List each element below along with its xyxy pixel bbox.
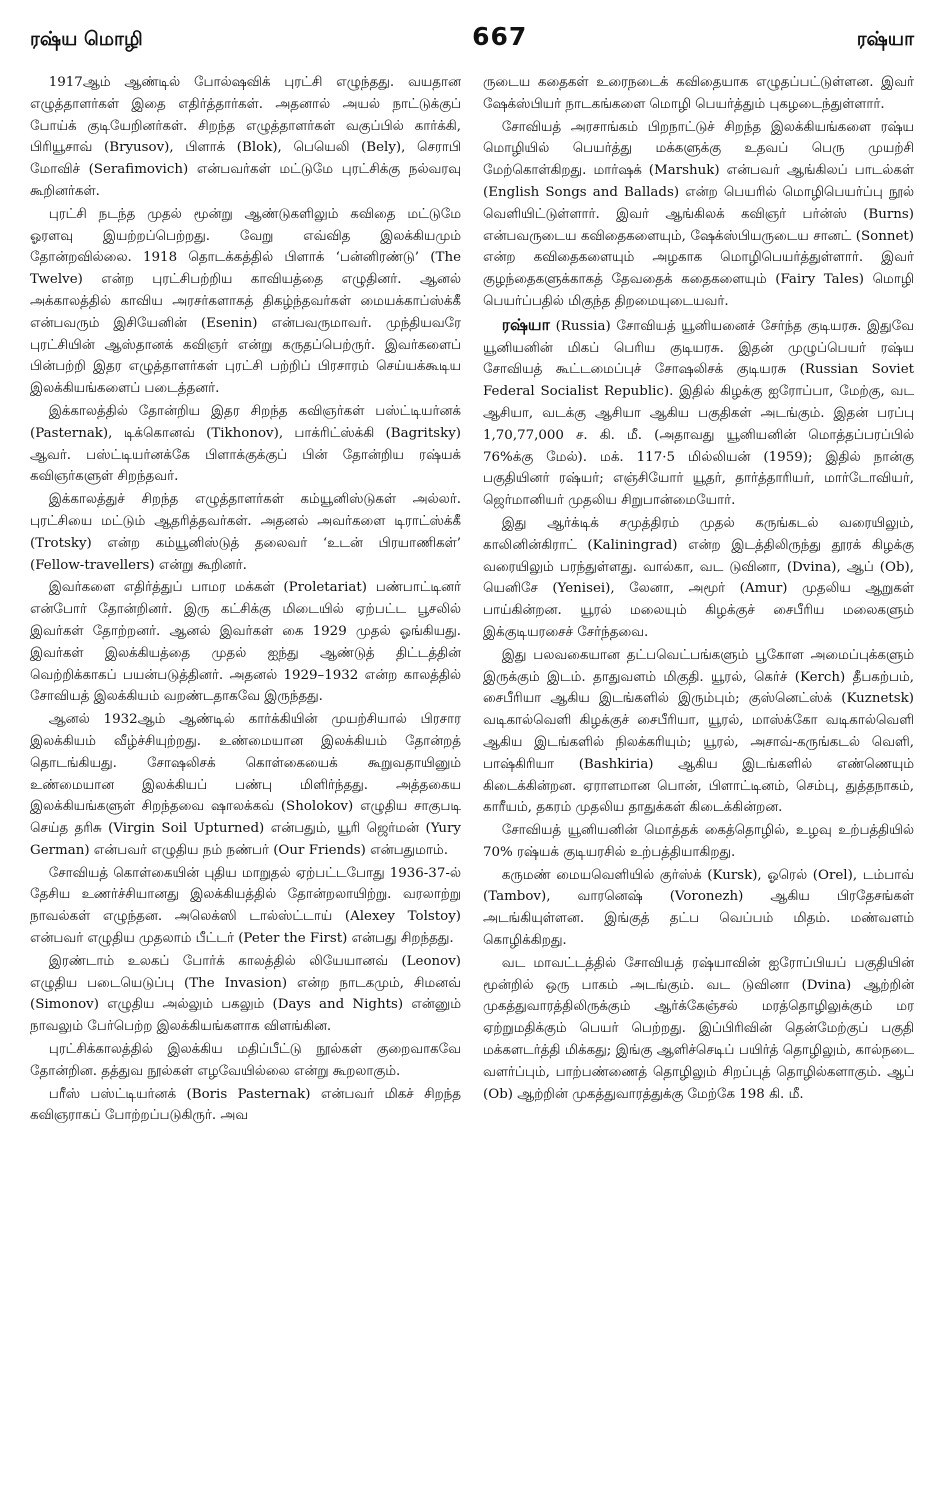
running-head — [30, 22, 914, 60]
text-columns — [30, 72, 914, 1472]
continued-paragraph: ருடைய கதைகள் உரைநடைக் கவிதையாக எழுதப்பட்டுள்ளன. இவர் ஷேக்ஸ்பியர் நாடகங்களை மொழி பெயர்த்தும் புகழடைந்துள்ளார். — [483, 75, 914, 112]
paragraph: ஆனல் 1932ஆம் ஆண்டில் கார்க்கியின் முயற்சியால் பிரசார இலக்கியம் வீழ்ச்சியுற்றது. உண்மையான இலக்கியம் தோன்றத் தொடங்கியது. சோஷலிசக் கொள்கையைக் கூறுவதாயினும் உண்மையான இலக்கியப் பண்பு மிளிர்ந்தது. அத்தகைய இலக்கியங்களுள் சிறந்தவை ஷாலக்கவ் (Sholokov) எழுதிய சாகுபடி செய்த தரிசு (Virgin Soil Upturned) என்பதும், யூரி ஜெர்மன் (Yury German) என்பவர் எழுதிய நம் நண்பர் (Our Friends) என்பதுமாம். — [30, 712, 461, 858]
paragraph: கருமண் மையவெளியில் குர்ஸ்க் (Kursk), ஓரெல் (Orel), டம்பாவ் (Tambov), வாரனெஷ் (Voronezh) ஆகிய பிரதேசங்கள் அடங்கியுள்ளன. இங்குத் தட்ப வெப்பம் மிதம். மண்வளம் கொழிக்கிறது. — [483, 867, 914, 949]
running-head-left: ரஷ்ய மொழி — [30, 28, 143, 50]
paragraph: இது ஆர்க்டிக் சமுத்திரம் முதல் கருங்கடல் வரையிலும், காலினின்கிராட் (Kaliningrad) என்ற இடத்திலிருந்து தூரக் கிழக்கு வரையிலும் பரந்துள்ளது. வால்கா, வட டுவினா, (Dvina), ஆப் (Ob), யெனிசே (Yenisei), லேனா, அமூர் (Amur) முதலிய ஆறுகள் பாய்கின்றன. யூரல் மலையும் கிழக்குச் சைபீரிய மலைகளும் இக்குடியரசைச் சேர்ந்தவை. — [483, 515, 914, 640]
entry-headword: ரஷ்யா — [501, 314, 550, 334]
right-column — [483, 72, 914, 1472]
paragraph: சோவியத் அரசாங்கம் பிறநாட்டுச் சிறந்த இலக்கியங்களை ரஷ்ய மொழியில் பெயர்த்து மக்களுக்கு உதவப் பெரு முயற்சி மேற்கொள்கிறது. மார்ஷக் (Marshuk) என்பவர் ஆங்கிலப் பாடல்கள் (English Songs and Ballads) என்ற பெயரில் மொழிபெயர்ப்பு நூல் வெளியிட்டுள்ளார். இவர் ஆங்கிலக் கவிஞர் பர்ன்ஸ் (Burns) என்பவருடைய கவிதைகளையும், ஷேக்ஸ்பியருடைய சானட் (Sonnet) என்ற கவிதைகளையும் அழகாக மொழிபெயர்த்துள்ளார். இவர் குழந்தைகளுக்காகத் தேவதைக் கதைகளையும் (Fairy Tales) மொழி பெயர்ப்பதில் மிகுந்த திறமையுடையவர். — [483, 119, 914, 309]
paragraph: இரண்டாம் உலகப் போர்க் காலத்தில் லியேயானவ் (Leonov) எழுதிய படையெடுப்பு (The Invasion) என்ற நாடகமும், சிமனவ் (Simonov) எழுதிய அல்லும் பகலும் (Days and Nights) என்னும் நாவலும் பேர்பெற்ற இலக்கியங்களாக விளங்கின. — [30, 953, 461, 1035]
paragraph: பரீஸ் பஸ்ட்டியர்னக் (Boris Pasternak) என்பவர் மிகச் சிறந்த கவிஞராகப் போற்றப்படுகிருர். அவ — [30, 1086, 461, 1124]
running-head-right: ரஷ்யா — [856, 28, 914, 50]
paragraph: சோவியத் கொள்கையின் புதிய மாறுதல் ஏற்பட்டபோது 1936-37-ல் தேசிய உணர்ச்சியானது இலக்கியத்தில் தோன்றலாயிற்று. வரலாற்று நாவல்கள் எழுந்தன. அலெக்ஸி டால்ஸ்ட்டாய் (Alexey Tolstoy) என்பவர் எழுதிய முதலாம் பீட்டர் (Peter the First) என்பது சிறந்தது. — [30, 865, 461, 947]
entry-paragraph — [483, 314, 914, 512]
page-number: 667 — [472, 22, 528, 51]
paragraph: புரட்சிக்காலத்தில் இலக்கிய மதிப்பீட்டு நூல்கள் குறைவாகவே தோன்றின. தத்துவ நூல்கள் எழவேயில்லை என்று கூறலாகும். — [30, 1042, 461, 1079]
paragraph: இவர்களை எதிர்த்துப் பாமர மக்கள் (Proletariat) பண்பாட்டினர் என்போர் தோன்றினர். இரு கட்சிக்கு மிடையில் ஏற்பட்ட பூசலில் இவர்கள் தோற்றனர். ஆனல் இவர்கள் கை 1929 முதல் ஓங்கியது. இவர்கள் இலக்கியத்தை முதல் ஐந்து ஆண்டுத் திட்டத்தின் வெற்றிக்காகப் பயன்படுத்தினர். அதனல் 1929–1932 என்ற காலத்தில் சோவியத் இலக்கியம் வறண்டதாகவே இருந்தது. — [30, 580, 461, 705]
paragraph: இக்காலத்தில் தோன்றிய இதர சிறந்த கவிஞர்கள் பஸ்ட்டியர்னக் (Pasternak), டிக்கொனவ் (Tikhonov), பாக்ரிட்ஸ்க்கி (Bagritsky) ஆவர். பஸ்ட்டியர்னக்கே பிளாக்குக்குப் பின் தோன்றிய ரஷ்யக் கவிஞர்களுள் சிறந்தவர். — [30, 403, 461, 485]
paragraph: சோவியத் யூனியனின் மொத்தக் கைத்தொழில், உழவு உற்பத்தியில் 70% ரஷ்யக் குடியரசில் உற்பத்தியாகிறது. — [483, 823, 914, 860]
paragraph: வட மாவட்டத்தில் சோவியத் ரஷ்யாவின் ஐரோப்பியப் பகுதியின் மூன்றில் ஒரு பாகம் அடங்கும். வட டுவினா (Dvina) ஆற்றின் முகத்துவாரத்திலிருக்கும் ஆர்க்கேஞ்சல் மரத்தொழிலுக்கும் மர ஏற்றுமதிக்கும் பெயர் பெற்றது. இப்பிரிவின் தென்மேற்குப் பகுதி மக்களடர்த்தி மிக்கது; இங்கு ஆளிச்செடிப் பயிர்த் தொழிலும், கால்நடை வளர்ப்பும், பாற்பண்ணைத் தொழிலும் சிறப்புத் தொழில்களாகும். ஆப் (Ob) ஆற்றின் முகத்துவாரத்துக்கு மேற்கே 198 கி. மீ. — [483, 955, 914, 1102]
left-column — [30, 72, 461, 1472]
paragraph: இக்காலத்துச் சிறந்த எழுத்தாளர்கள் கம்யூனிஸ்டுகள் அல்லர். புரட்சியை மட்டும் ஆதரித்தவர்கள். அதனல் அவர்களை டிராட்ஸ்க்கீ (Trotsky) என்ற கம்யூனிஸ்டுத் தலைவர் ‘உடன் பிரயாணிகள்’ (Fellow-travellers) என்று கூறினர். — [30, 492, 461, 573]
paragraph: புரட்சி நடந்த முதல் மூன்று ஆண்டுகளிலும் கவிதை மட்டுமே ஓரளவு இயற்றப்பெற்றது. வேறு எவ்வித இலக்கியமும் தோன்றவில்லை. 1918 தொடக்கத்தில் பிளாக் ‘பன்னிரண்டு’ (The Twelve) என்ற புரட்சிபற்றிய காவியத்தை எழுதினர். ஆனல் அக்காலத்தில் காவிய அரசர்களாகத் திகழ்ந்தவர்கள் மையக்காப்ஸ்க்கீ என்பவரும் இசியேனின் (Esenin) என்பவருமாவர். முந்தியவரே புரட்சியின் ஆஸ்தானக் கவிஞர் என்று கருதப்பெற்ருர். இவர்களைப் பின்பற்றி இதர எழுத்தாளர்கள் புரட்சி பற்றிப் பிரசாரம் செய்யக்கூடிய இலக்கியங்களைப் படைத்தனர். — [30, 206, 461, 397]
paragraph: 1917ஆம் ஆண்டில் போல்ஷவிக் புரட்சி எழுந்தது. வயதான எழுத்தாளர்கள் இதை எதிர்த்தார்கள். அதனால் அயல் நாட்டுக்குப் போய்க் குடியேறினர்கள். சிறந்த எழுத்தாளர்கள் வகுப்பில் கார்க்கி, பிரியூசாவ் (Bryusov), பிளாக் (Blok), பெயெலி (Bely), செராபி மோவிச் (Serafimovich) என்பவர்கள் மட்டுமே புரட்சிக்கு நல்வரவு கூறினர்கள். — [30, 75, 461, 199]
entry-text: (Russia) சோவியத் யூனியனைச் சேர்ந்த குடியரசு. இதுவே யூனியனின் மிகப் பெரிய குடியரசு. இதன் முழுப்பெயர் ரஷ்ய சோவியத் கூட்டமைப்புச் சோஷலிசக் குடியரசு (Russian Soviet Federal Socialist Republic). இதில் கிழக்கு ஐரோப்பா, மேற்கு, வட ஆசியா, வடக்கு ஆசியா ஆகிய பகுதிகள் அடங்கும். இதன் பரப்பு 1,70,77,000 ச. கி. மீ. (அதாவது யூனியனின் மொத்தப்பரப்பில் 76%க்கு மேல்). மக். 117·5 மில்லியன் (1959); இதில் நான்கு பகுதியினர் ரஷ்யர்; எஞ்சியோர் யூதர், தார்த்தாரியர், மார்டோவியர், ஜெர்மானியர் முதலிய சிறுபான்மையோர். — [483, 318, 914, 509]
paragraph: இது பலவகையான தட்பவெட்பங்களும் பூகோள அமைப்புக்களும் இருக்கும் இடம். தாதுவளம் மிகுதி. யூரல், கெர்ச் (Kerch) தீபகற்பம், சைபீரியா ஆகிய இடங்களில் இரும்பும்; குஸ்னெட்ஸ்க் (Kuznetsk) வடிகால்வெளி கிழக்குச் சைபீரியா, யூரல், மாஸ்க்கோ வடிகால்வெளி ஆகிய இடங்களில் நிலக்கரியும்; யூரல், அசாவ்-கருங்கடல் வெளி, பாஷ்கிரியா (Bashkiria) ஆகிய இடங்களில் எண்ணெயும் கிடைக்கின்றன. ஏராளமான பொன், பிளாட்டினம், செம்பு, துத்தநாகம், காரீயம், தகரம் முதலிய தாதுக்கள் கிடைக்கின்றன. — [483, 647, 914, 816]
